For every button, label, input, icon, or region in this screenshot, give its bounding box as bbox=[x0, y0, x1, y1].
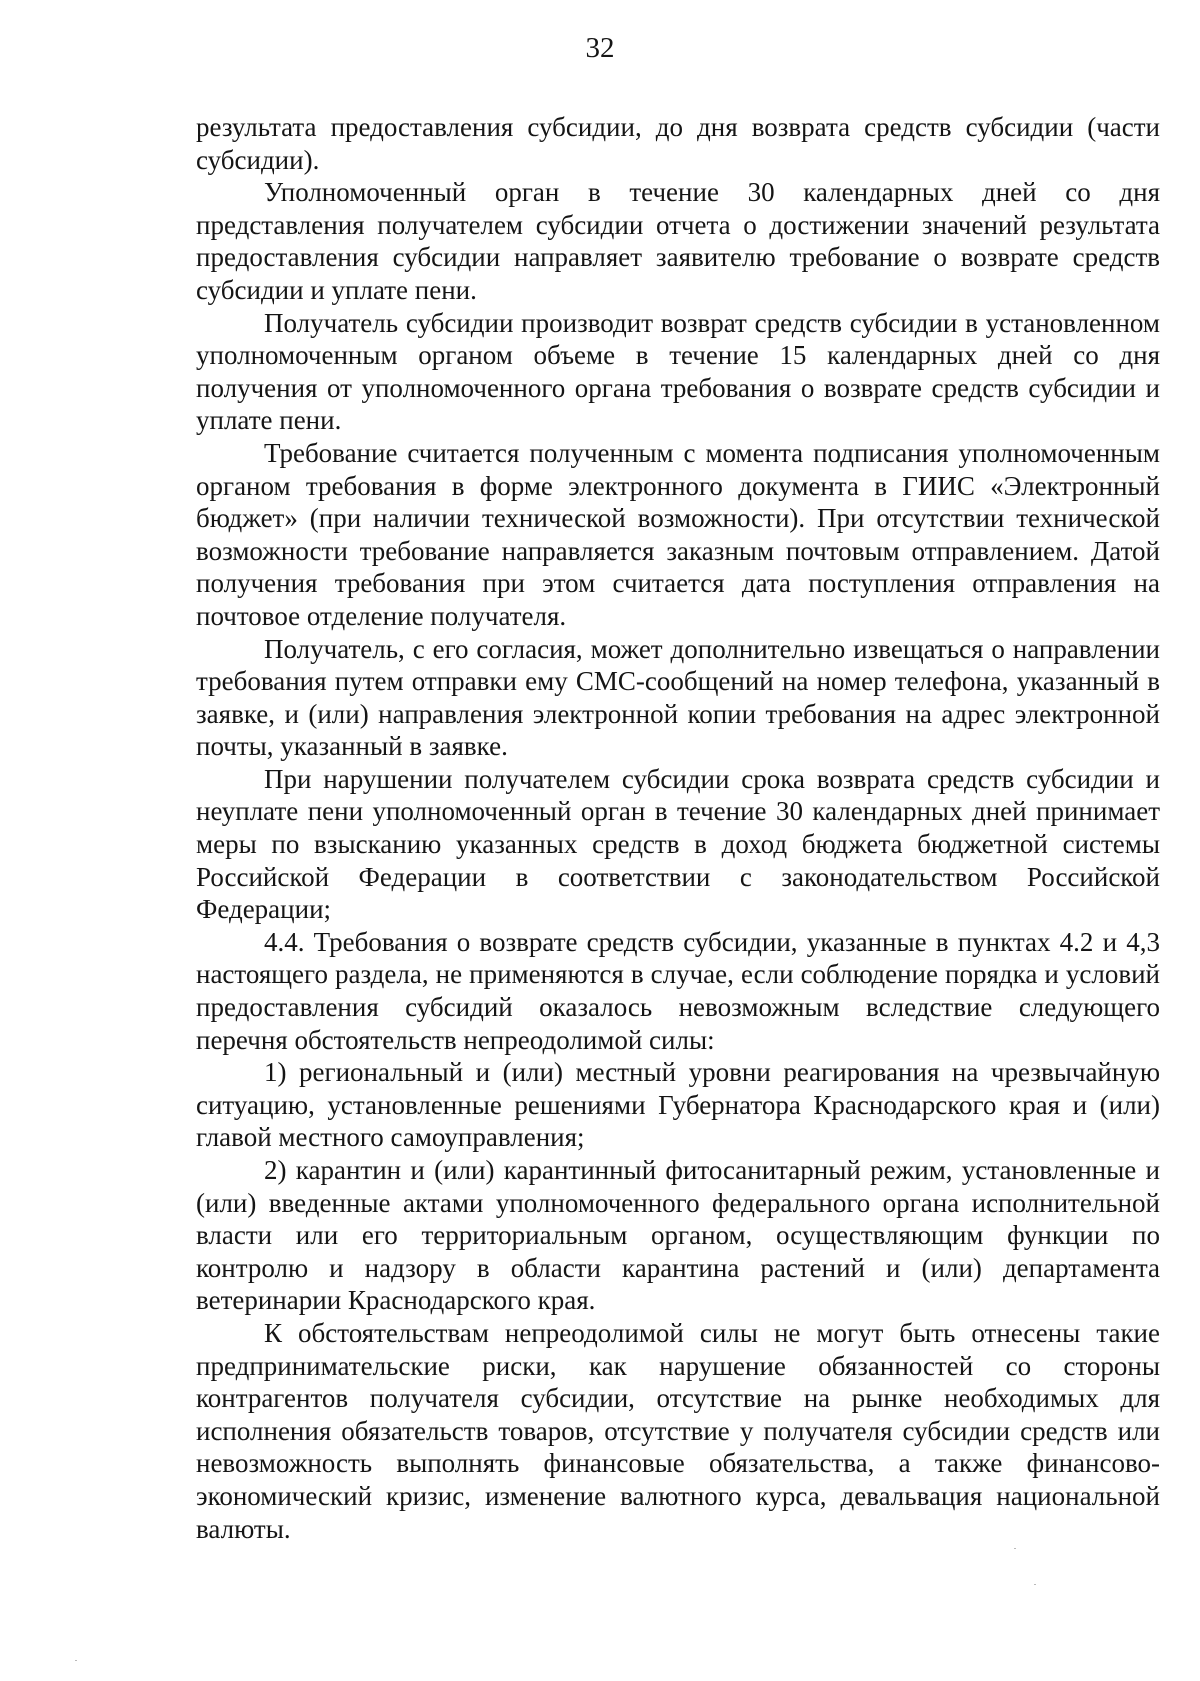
paragraph-7: 4.4. Требования о возврате средств субсидии, указанные в пунктах 4.2 и 4,3 настоящего раздела, не применяются в случае, если соблюдение порядка и условий предоставления субсидий оказалось невозможным вследствие следующего перечня обстоятельств непреодолимой силы: bbox=[196, 926, 1160, 1055]
paragraph-10: К обстоятельствам непреодолимой силы не могут быть отнесены такие предпринимательские риски, как нарушение обязанностей со стороны контрагентов получателя субсидии, отсутствие на рынке необходимых для исполнения обязательств товаров, отсутствие у получателя субсидии средств или невозможность выполнять финансовые обязательства, а также финансово-экономический кризис, изменение валютного курса, девальвация национальной валюты. bbox=[196, 1317, 1160, 1544]
scan-mark bbox=[1034, 1584, 1036, 1585]
paragraph-9: 2) карантин и (или) карантинный фитосанитарный режим, установленные и (или) введенные актами уполномоченного федерального органа исполнительной власти или его территориальным органом, осуществляющим функции по контролю и надзору в области карантина растений и (или) департамента ветеринарии Краснодарского края. bbox=[196, 1155, 1160, 1316]
document-body bbox=[196, 111, 1160, 1545]
paragraph-3: Получатель субсидии производит возврат средств субсидии в установленном уполномоченным органом объеме в течение 15 календарных дней со дня получения от уполномоченного органа требования о возврате средств субсидии и уплате пени. bbox=[196, 307, 1160, 436]
scan-mark bbox=[75, 1660, 77, 1661]
paragraph-8: 1) региональный и (или) местный уровни реагирования на чрезвычайную ситуацию, установленные решениями Губернатора Краснодарского края и (или) главой местного самоуправления; bbox=[196, 1057, 1160, 1153]
paragraph-4: Требование считается полученным с момента подписания уполномоченным органом требования в форме электронного документа в ГИИС «Электронный бюджет» (при наличии технической возможности). При отсутствии технической возможности требование направляется заказным почтовым отправлением. Датой получения требования при этом считается дата поступления отправления на почтовое отделение получателя. bbox=[196, 437, 1160, 631]
paragraph-2: Уполномоченный орган в течение 30 календарных дней со дня представления получателем субсидии отчета о достижении значений результата предоставления субсидии направляет заявителю требование о возврате средств субсидии и уплате пени. bbox=[196, 177, 1160, 305]
page-number: 32 bbox=[585, 32, 615, 64]
paragraph-6: При нарушении получателем субсидии срока возврата средств субсидии и неуплате пени уполномоченный орган в течение 30 календарных дней принимает меры по взысканию указанных средств в доход бюджета бюджетной системы Российской Федерации в соответствии с законодательством Российской Федерации; bbox=[196, 763, 1160, 925]
scan-mark bbox=[1014, 1548, 1016, 1549]
paragraph-5: Получатель, с его согласия, может дополнительно извещаться о направлении требования путем отправки ему СМС-сообщений на номер телефона, указанный в заявке, и (или) направления электронной копии требования на адрес электронной почты, указанный в заявке. bbox=[196, 633, 1160, 762]
paragraph-1: результата предоставления субсидии, до дня возврата средств субсидии (части субсидии). bbox=[196, 112, 1160, 175]
